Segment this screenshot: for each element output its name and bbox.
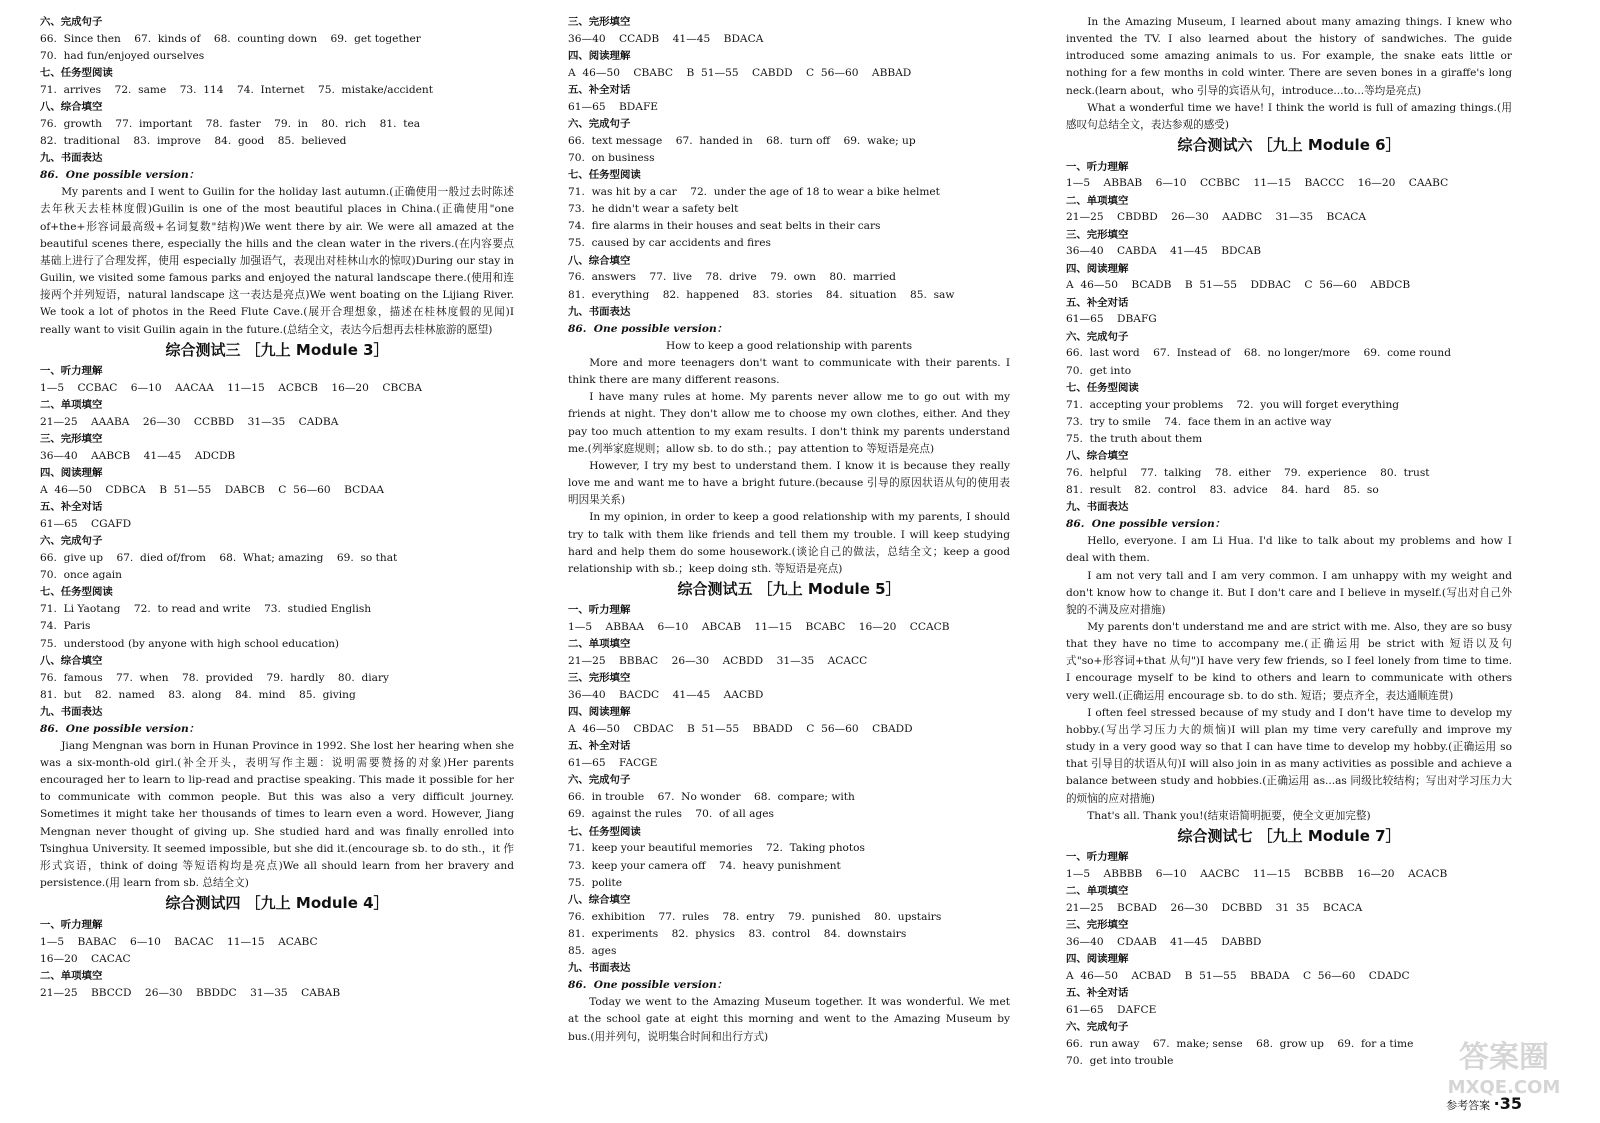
section-heading: 六、完成句子 <box>40 535 103 548</box>
answer-line: 61—65 BDAFE <box>568 100 659 113</box>
answer-line: A 46—50 ACBAD B 51—55 BBADA C 56—60 CDADC <box>1066 970 1410 983</box>
answer-line: 75. understood (by anyone with high school education) <box>40 637 340 650</box>
essay-paragraph: Hello, everyone. I am Li Hua. I'd like to talk about my problems and how I deal with them. <box>1066 535 1512 565</box>
section-heading: 五、补全对话 <box>1066 987 1129 1000</box>
essay-paragraph: That's all. Thank you!(结束语简明扼要，使全文更加完整) <box>1087 809 1371 822</box>
section-heading: 九、书面表达 <box>1066 501 1129 514</box>
page-number: ·35 <box>1493 1094 1522 1113</box>
essay-paragraph: I have many rules at home. My parents never allow me to go out with my friends at night. They don't allow me to choose my own clothes, either. And they pay too much attention to my exam results. I don't think my parents understand me.(列举家庭规则；allow sb. to do sth.；pay attention to 等短语是亮点) <box>568 391 1010 455</box>
answer-line: 85. ages <box>568 945 617 958</box>
answer-line: 81. everything 82. happened 83. stories 84. situation 85. saw <box>568 288 955 301</box>
section-heading: 三、完形填空 <box>568 672 631 685</box>
essay-label: 86. One possible version： <box>40 169 200 182</box>
essay-paragraph: Jiang Mengnan was born in Hunan Province in 1992. She lost her hearing when she was a six-month-old girl.(补全开头，表明写作主题：说明需要赞扬的对象)Her parents encouraged her to learn to lip-read and practise speaking. This made it possible for her to communicate with common people. But this was also a very difficult journey. Sometimes it might take her thousands of times to learn even a word. However, Jiang Mengnan never thought of giving up. She studied hard and was finally enrolled into Tsinghua University. It seemed impossible, but she did it.(encourage sb. to do sth.，it 作形式宾语，think of doing 等短语构均是亮点)We all should learn from her bravery and persistence.(用 learn from sb. 总结全文) <box>40 739 514 890</box>
section-heading: 一、听力理解 <box>1066 160 1129 173</box>
test-title: 综合测试三 ［九上 Module 3］ <box>165 340 389 359</box>
essay-paragraph: Today we went to the Amazing Museum together. It was wonderful. We met at the school gate at eight this morning and went to the Amazing Museum by bus.(用并列句，说明集合时间和出行方式) <box>568 996 1010 1043</box>
answer-line: 66. give up 67. died of/from 68. What; amazing 69. so that <box>40 552 398 565</box>
answer-line: A 46—50 BCADB B 51—55 DDBAC C 56—60 ABDCB <box>1066 279 1411 292</box>
section-heading: 九、书面表达 <box>568 305 631 318</box>
answer-line: 73. try to smile 74. face them in an active way <box>1066 415 1332 428</box>
watermark-logo <box>1430 1033 1578 1097</box>
section-heading: 六、完成句子 <box>568 118 631 130</box>
answer-line: 71. was hit by a car 72. under the age of 18 to wear a bike helmet <box>568 186 940 198</box>
essay-title: How to keep a good relationship with parents <box>665 339 913 352</box>
answer-line: 76. growth 77. important 78. faster 79. in 80. rich 81. tea <box>40 118 421 130</box>
answer-line: 71. arrives 72. same 73. 114 74. Internet 75. mistake/accident <box>40 84 433 96</box>
essay-paragraph: However, I try my best to understand them. I know it is because they really love me and want me to have a bright future.(because 引导的原因状语从句的使用表明因果关系) <box>568 459 1010 507</box>
section-heading: 二、单项填空 <box>1066 194 1129 207</box>
answer-line: 76. helpful 77. talking 78. either 79. experience 80. trust <box>1066 466 1430 479</box>
section-heading: 九、书面表达 <box>40 705 103 718</box>
section-heading: 三、完形填空 <box>1066 919 1129 932</box>
test-title: 综合测试五 ［九上 Module 5］ <box>677 579 901 598</box>
section-heading: 四、阅读理解 <box>1066 953 1129 966</box>
watermark-line2: MXQE.COM <box>1447 1077 1561 1097</box>
section-heading: 五、补全对话 <box>568 84 631 96</box>
answer-line: 75. caused by car accidents and fires <box>568 237 771 250</box>
essay-paragraph: I often feel stressed because of my study and I don't have time to develop my hobby.(写出学习压力大的烦恼)I will plan my time very carefully and improve my study in a very good way so that I can have time to develop my hobby.(正确运用 so that 引导目的状语从句)I will also join in as many activities as possible and achieve a balance between study and hobbies.(正确运用 as...as 同级比较结构；写出对学习压力大的烦恼的应对措施) <box>1066 706 1512 805</box>
answer-line: 21—25 AAABA 26—30 CCBBD 31—35 CADBA <box>40 416 339 429</box>
section-heading: 四、阅读理解 <box>568 706 631 719</box>
section-heading: 八、综合填空 <box>568 254 631 267</box>
section-heading: 九、书面表达 <box>568 962 631 975</box>
test-title: 综合测试六 ［九上 Module 6］ <box>1177 136 1401 155</box>
answer-line: 61—65 DBAFG <box>1066 313 1157 326</box>
section-heading: 四、阅读理解 <box>1066 262 1129 275</box>
section-heading: 七、任务型阅读 <box>40 586 113 599</box>
answer-line: A 46—50 CDBCA B 51—55 DABCB C 56—60 BCDAA <box>40 484 384 497</box>
answer-line: 69. against the rules 70. of all ages <box>568 808 774 821</box>
answer-line: 1—5 ABBAA 6—10 ABCAB 11—15 BCABC 16—20 CCACB <box>568 621 950 634</box>
section-heading: 八、综合填空 <box>40 101 103 114</box>
section-heading: 九、书面表达 <box>40 152 103 165</box>
answer-line: 36—40 BACDC 41—45 AACBD <box>568 689 764 702</box>
answer-line: 76. famous 77. when 78. provided 79. hardly 80. diary <box>40 671 390 684</box>
section-heading: 八、综合填空 <box>568 893 631 906</box>
answer-line: 66. run away 67. make; sense 68. grow up 69. for a time <box>1066 1038 1414 1051</box>
essay-paragraph: My parents and I went to Guilin for the holiday last autumn.(正确使用一般过去时陈述去年秋天去桂林度假)Guilin is one of the most beautiful places in China.(正确使用"one of+the+形容词最高级+名词复数"结构)We went there by air. We were all amazed at the beautiful scenes there, especially the hills and the clean water in the rivers.(在内容要点基础上进行了合理发挥，使用 especially 加强语气，表现出对桂林山水的惊叹)During our stay in Guilin, we visited some famous parks and enjoyed the natural landscape there.(使用和连接两个并列短语，natural landscape 这一表达是亮点)We went boating on the Lijiang River. We took a lot of photos in the Reed Flute Cave.(展开合理想象，描述在桂林度假的见闻)I really want to visit Guilin again in the future.(总结全文，表达今后想再去桂林旅游的愿望) <box>40 186 514 336</box>
column-middle <box>568 14 1010 1046</box>
section-heading: 七、任务型阅读 <box>1066 381 1139 394</box>
essay-paragraph: More and more teenagers don't want to communicate with their parents. I think there are many different reasons. <box>568 356 1010 387</box>
answer-line: 70. get into <box>1066 364 1132 377</box>
answer-line: 1—5 CCBAC 6—10 AACAA 11—15 ACBCB 16—20 CBCBA <box>40 382 423 395</box>
section-heading: 六、完成句子 <box>40 16 103 28</box>
section-heading: 四、阅读理解 <box>40 467 103 480</box>
answer-line: 71. accepting your problems 72. you will forget everything <box>1066 398 1400 411</box>
essay-paragraph: What a wonderful time we have! I think the world is full of amazing things.(用感叹句总结全文，表达参观的感受) <box>1066 101 1512 131</box>
answer-line: 21—25 CBDBD 26—30 AADBC 31—35 BCACA <box>1066 211 1367 224</box>
answer-line: 36—40 CDAAB 41—45 DABBD <box>1066 936 1262 949</box>
answer-line: 81. result 82. control 83. advice 84. hard 85. so <box>1066 484 1379 497</box>
footer-label: 参考答案 <box>1446 1099 1491 1112</box>
section-heading: 二、单项填空 <box>1066 885 1129 898</box>
answer-line: 21—25 BBBAC 26—30 ACBDD 31—35 ACACC <box>568 655 868 668</box>
answer-line: 1—5 ABBAB 6—10 CCBBC 11—15 BACCC 16—20 CAABC <box>1066 177 1449 190</box>
essay-label: 86. One possible version： <box>568 979 728 992</box>
section-heading: 一、听力理解 <box>40 365 103 378</box>
answer-line: A 46—50 CBDAC B 51—55 BBADD C 56—60 CBADD <box>568 723 913 736</box>
test-title: 综合测试四 ［九上 Module 4］ <box>165 894 389 913</box>
answer-line: 71. Li Yaotang 72. to read and write 73. studied English <box>40 603 372 616</box>
essay-label: 86. One possible version： <box>1066 518 1226 531</box>
section-heading: 二、单项填空 <box>40 969 103 982</box>
answer-line: 61—65 CGAFD <box>40 518 132 531</box>
essay-paragraph: In the Amazing Museum, I learned about many amazing things. I knew who invented the TV. I also learned about the history of sandwiches. The guide introduced some amazing animals to us. For example, the snake eats little or nothing for a few months in cold winter. There are seven bones in a giraffe's long neck.(learn about，who 引导的宾语从句，introduce...to...等均是亮点) <box>1066 16 1512 97</box>
answer-line: 81. but 82. named 83. along 84. mind 85. giving <box>40 688 356 701</box>
answer-line: 36—40 CABDA 41—45 BDCAB <box>1066 245 1262 258</box>
essay-label: 86. One possible version： <box>568 322 728 335</box>
answer-line: 36—40 AABCB 41—45 ADCDB <box>40 450 236 463</box>
answer-line: 70. on business <box>568 152 655 164</box>
answer-line: 70. get into trouble <box>1066 1055 1174 1068</box>
answer-line: 66. text message 67. handed in 68. turn off 69. wake; up <box>568 134 916 147</box>
column-left <box>40 14 514 1002</box>
section-heading: 八、综合填空 <box>40 654 103 667</box>
section-heading: 六、完成句子 <box>1066 330 1129 343</box>
answer-line: 61—65 DAFCE <box>1066 1004 1157 1017</box>
answer-line: 76. answers 77. live 78. drive 79. own 80. married <box>568 271 896 284</box>
section-heading: 七、任务型阅读 <box>568 169 641 182</box>
section-heading: 四、阅读理解 <box>568 50 631 62</box>
section-heading: 五、补全对话 <box>40 501 103 514</box>
essay-paragraph: In my opinion, in order to keep a good relationship with my parents, I should try to talk with them like friends and tell them my trouble. I will keep studying hard and help them do some housework.(谈论自己的做法，总结全文；keep a good relationship with sb.；keep doing sth. 等短语是亮点) <box>568 511 1010 575</box>
section-heading: 八、综合填空 <box>1066 450 1129 463</box>
section-heading: 五、补全对话 <box>568 740 631 753</box>
watermark-line1: 答案圈 <box>1459 1040 1549 1075</box>
section-heading: 一、听力理解 <box>1066 851 1129 864</box>
essay-label: 86. One possible version： <box>40 722 200 735</box>
section-heading: 三、完形填空 <box>1066 228 1129 241</box>
essay-paragraph: My parents don't understand me and are strict with me. Also, they are so busy that they have no time to accompany me.(正确运用 be strict with 短语以及句式"so+形容词+that 从句")I have very few friends, so I feel lonely from time to time. I encourage myself to be kind to others and learn to communicate with others very well.(正确运用 encourage sb. to do sth. 短语；要点齐全，表达通顺连贯) <box>1066 621 1512 702</box>
answer-line: 81. experiments 82. physics 83. control 84. downstairs <box>568 927 907 940</box>
answer-line: 36—40 CCADB 41—45 BDACA <box>568 32 764 45</box>
answer-line: 16—20 CACAC <box>40 952 131 965</box>
answer-line: 66. Since then 67. kinds of 68. counting down 69. get together <box>40 32 421 45</box>
section-heading: 六、完成句子 <box>568 774 631 787</box>
section-heading: 一、听力理解 <box>40 918 103 931</box>
section-heading: 六、完成句子 <box>1066 1021 1129 1034</box>
answer-line: 75. the truth about them <box>1066 432 1203 445</box>
answer-line: 74. Paris <box>40 620 91 633</box>
section-heading: 七、任务型阅读 <box>40 67 113 80</box>
answer-line: 82. traditional 83. improve 84. good 85. believed <box>40 135 347 148</box>
section-heading: 一、听力理解 <box>568 604 631 617</box>
section-heading: 七、任务型阅读 <box>568 825 641 838</box>
column-right <box>1066 14 1512 1071</box>
answer-line: 73. keep your camera off 74. heavy punishment <box>568 859 841 872</box>
answer-line: 21—25 BBCCD 26—30 BBDDC 31—35 CABAB <box>40 986 341 999</box>
section-heading: 二、单项填空 <box>40 399 103 412</box>
answer-line: 21—25 BCBAD 26—30 DCBBD 31 35 BCACA <box>1066 902 1363 915</box>
answer-line: 70. once again <box>40 569 122 582</box>
answer-line: 76. exhibition 77. rules 78. entry 79. punished 80. upstairs <box>568 910 942 923</box>
answer-line: A 46—50 CBABC B 51—55 CABDD C 56—60 ABBAD <box>568 66 912 79</box>
answer-line: 66. in trouble 67. No wonder 68. compare; with <box>568 791 855 804</box>
answer-line: 61—65 FACGE <box>568 757 658 770</box>
section-heading: 三、完形填空 <box>40 433 103 446</box>
answer-line: 74. fire alarms in their houses and seat belts in their cars <box>568 220 881 233</box>
answer-line: 1—5 BABAC 6—10 BACAC 11—15 ACABC <box>40 935 318 948</box>
answer-line: 66. last word 67. Instead of 68. no longer/more 69. come round <box>1066 347 1451 360</box>
test-title: 综合测试七 ［九上 Module 7］ <box>1177 826 1401 845</box>
answer-line: 73. he didn't wear a safety belt <box>568 203 739 216</box>
answer-line: 75. polite <box>568 876 623 889</box>
section-heading: 二、单项填空 <box>568 638 631 651</box>
answer-line: 1—5 ABBBB 6—10 AACBC 11—15 BCBBB 16—20 ACACB <box>1066 868 1448 881</box>
essay-paragraph: I am not very tall and I am very common. I am unhappy with my weight and don't know how to change it. But I don't care and I believe in myself.(写出对自己外貌的不满及应对措施) <box>1066 569 1512 616</box>
section-heading: 五、补全对话 <box>1066 296 1129 309</box>
answer-line: 71. keep your beautiful memories 72. Taking photos <box>568 842 865 855</box>
answer-line: 70. had fun/enjoyed ourselves <box>40 50 205 62</box>
section-heading: 三、完形填空 <box>568 16 631 28</box>
